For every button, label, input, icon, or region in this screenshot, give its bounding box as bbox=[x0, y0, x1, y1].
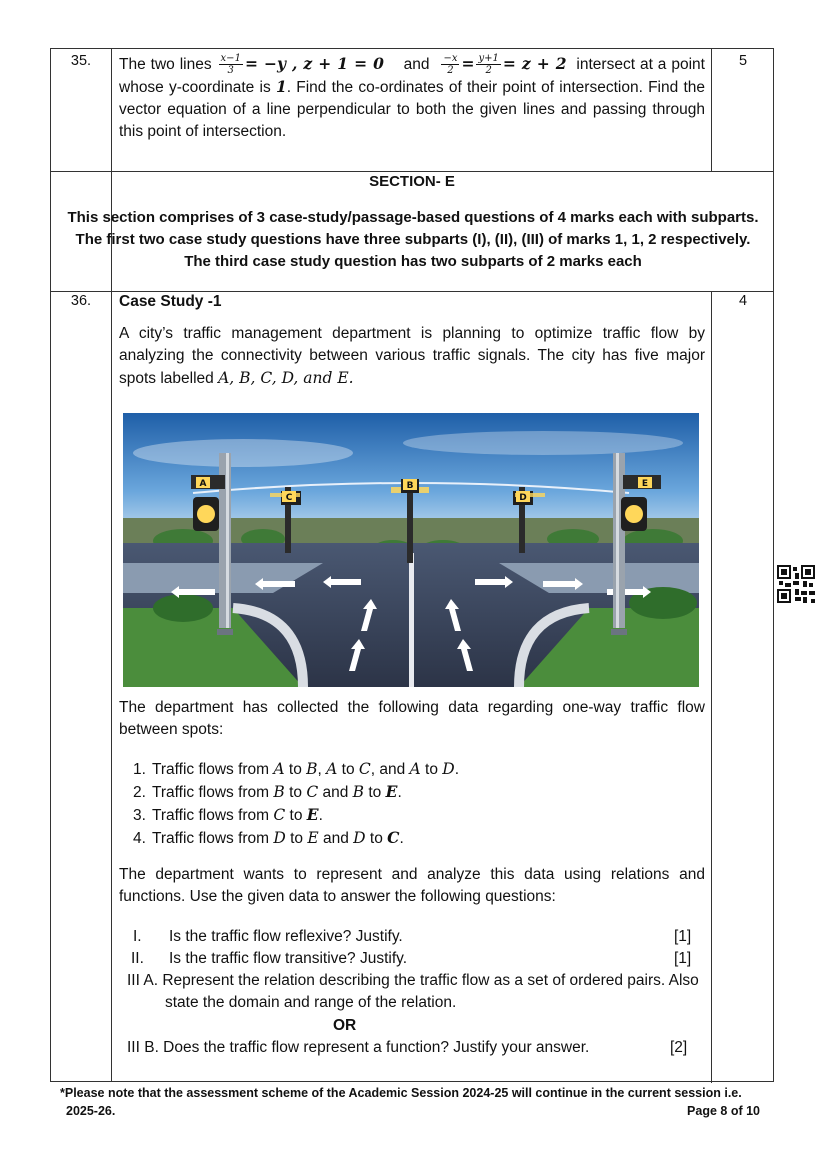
traffic-flow-item: 3. Traffic flows from C to E. bbox=[133, 805, 323, 824]
section-description: This section comprises of 3 case-study/passage-based questions of 4 marks each with subparts. The first two case study questions have three subparts (I), (II), (III) of marks 1, 1, 2 respectively. The third case study question has two subparts of 2 marks each bbox=[67, 209, 759, 270]
subquestion-ii-label: II. bbox=[131, 950, 144, 967]
traffic-flow-item: 4. Traffic flows from D to E and D to C. bbox=[133, 828, 404, 847]
subquestion-i-text: Is the traffic flow reflexive? Justify. bbox=[169, 928, 403, 945]
subquestion-iiib-text: III B. Does the traffic flow represent a function? Justify your answer. bbox=[127, 1039, 590, 1056]
row-divider bbox=[51, 171, 773, 172]
traffic-flow-item: 2. Traffic flows from B to C and B to E. bbox=[133, 782, 402, 801]
fraction: $\frac{-x}{2}$ bbox=[443, 53, 458, 77]
traffic-intersection-image bbox=[123, 413, 699, 687]
question-table bbox=[50, 48, 774, 1082]
fraction: $\frac{y+1}{2}$ bbox=[478, 53, 499, 77]
footer-note: *Please note that the assessment scheme of the Academic Session 2024-25 will continue in the current session i.e. bbox=[60, 1086, 742, 1100]
or-separator: OR bbox=[333, 1017, 357, 1034]
question-35-text: The two lines $\frac{x-1}{3}$ = −y , z + 1 = 0 and $\frac{-x}{2}$ = $\frac{y+1}{2}$ = z + 2 intersect at a point whose y-coordinate is 1. Find the co-ordinates of their point of intersection. Find the vector equation of a line perpendicular to both the given lines and passing through this point of intersection. bbox=[119, 53, 705, 141]
column-divider bbox=[711, 291, 712, 1083]
signal-label-a: A bbox=[199, 479, 207, 489]
footer-session: 2025-26. bbox=[66, 1104, 116, 1118]
subquestion-i-marks: [1] bbox=[674, 928, 692, 945]
qr-code-icon bbox=[777, 565, 815, 603]
question-number-35: 35. bbox=[70, 53, 92, 69]
subquestion-ii-marks: [1] bbox=[674, 950, 692, 967]
subquestion-ii-text: Is the traffic flow transitive? Justify. bbox=[169, 950, 408, 967]
signal-label-d: D bbox=[519, 493, 527, 503]
case-study-intro: A city’s traffic management department is planning to optimize traffic flow by analyzing the connectivity between various traffic signals. The city has five major spots labelled A, B, C, D, and E. bbox=[119, 325, 705, 387]
traffic-flow-item: 1. Traffic flows from A to B, A to C, and A to D. bbox=[133, 760, 460, 778]
case-study-heading: Case Study -1 bbox=[119, 293, 222, 310]
subquestion-i-label: I. bbox=[133, 928, 142, 945]
question-number-36: 36. bbox=[70, 293, 92, 309]
signal-label-e: E bbox=[641, 479, 649, 489]
data-intro-text: The department has collected the following data regarding one-way traffic flow between spots: bbox=[119, 699, 705, 738]
section-title: SECTION- E bbox=[369, 173, 455, 190]
question-35-marks: 5 bbox=[738, 53, 748, 69]
signal-label-b: B bbox=[406, 481, 414, 491]
subquestion-iiib-marks: [2] bbox=[670, 1039, 688, 1056]
fraction: $\frac{x-1}{3}$ bbox=[220, 53, 241, 77]
column-divider bbox=[111, 49, 112, 1081]
traffic-flow-list bbox=[133, 758, 719, 850]
question-36-marks: 4 bbox=[738, 293, 748, 309]
task-text: The department wants to represent and analyze this data using relations and functions. Use the given data to answer the following questions: bbox=[119, 866, 705, 905]
subquestion-iiia-text: III A. Represent the relation describing the traffic flow as a set of ordered pairs. Also state the domain and range of the relation. bbox=[127, 972, 699, 1011]
page-number: Page 8 of 10 bbox=[687, 1104, 760, 1118]
signal-label-c: C bbox=[285, 493, 293, 503]
